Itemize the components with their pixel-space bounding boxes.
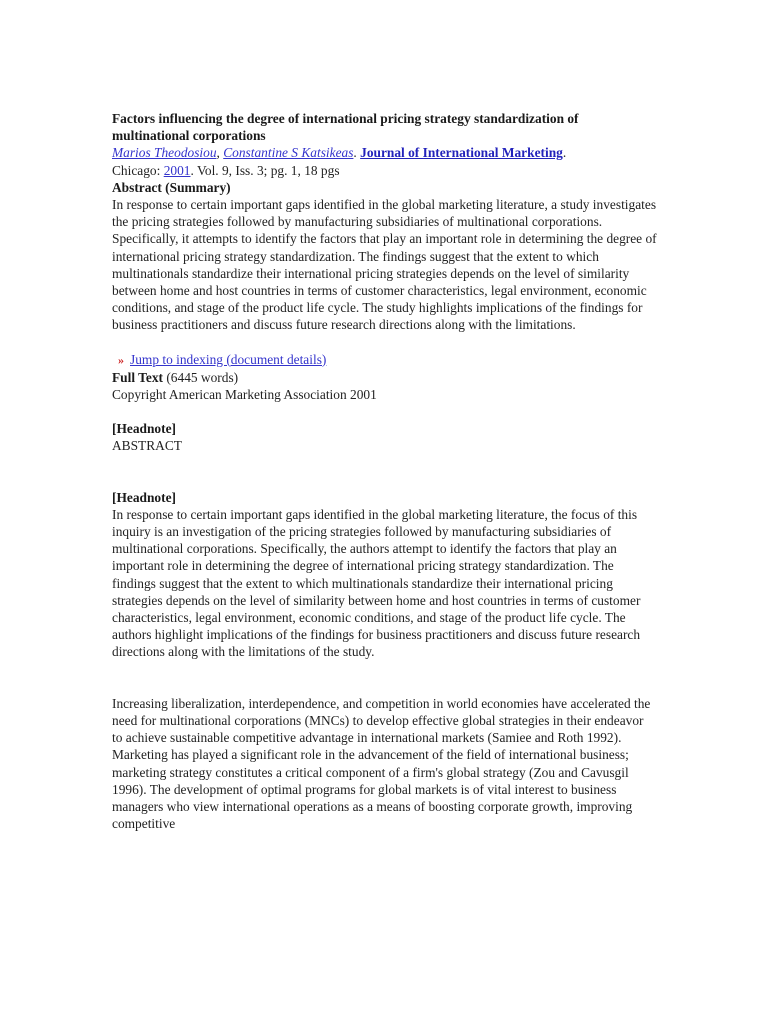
citation-line [112,162,657,179]
headnote-heading-1: [Headnote] [112,421,176,437]
jump-to-indexing [112,351,657,369]
headnote-text-2: In response to certain important gaps identified in the global marketing literature, the focus of this inquiry is an investigation of the pricing strategies followed by manufacturing subsidiaries of multinational corporations. Specifically, the authors attempt to identify the factors that play an important role in determining the degree of international pricing strategy standardization. The findings suggest that the extent to which multinationals standardize their international pricing strategies depends on the level of similarity between home and host countries in terms of customer characteristics, legal environment, economic conditions, and stage of the product life cycle. The authors highlight implications of the findings for business practitioners and discuss future research directions along with the limitations of the study. [112,506,641,660]
jump-to-indexing-link[interactable]: Jump to indexing (document details) [130,351,327,367]
headnote-text-1: ABSTRACT [112,438,182,454]
full-text-label: Full Text [112,369,163,385]
journal-trailing-period: . [562,145,567,161]
full-text-header [112,369,657,386]
headnote-heading-2: [Headnote] [112,489,176,505]
journal-link[interactable]: Journal of International Marketing [360,145,563,161]
author-separator: , [216,145,224,161]
spacer [112,661,657,695]
byline-separator: . [353,145,361,161]
article-page [112,110,657,832]
volume-issue-pages: . Vol. 9, Iss. 3; pg. 1, 18 pgs [190,162,340,178]
body-paragraph: Increasing liberalization, interdependence, and competition in world economies have accelerated the need for multinational corporations (MNCs) to develop effective global strategies in their endeavor to achieve sustainable competitive advantage in international markets (Samiee and Roth 1992). Marketing has played a significant role in the advancement of the field of international business; marketing strategy constitutes a critical component of a firm's global strategy (Zou and Cavusgil 1996). The development of optimal programs for global markets is of vital interest to business managers who view international operations as a means of boosting corporate growth, improving competitive [112,695,651,832]
double-chevron-right-icon: » [118,352,124,367]
year-link[interactable]: 2001 [163,162,191,178]
spacer [112,455,657,489]
spacer [112,403,657,420]
article-title: Factors influencing the degree of international pricing strategy standardization of multinational corporations [112,111,579,144]
copyright-notice: Copyright American Marketing Association 2001 [112,387,377,403]
author-link-katsikeas[interactable]: Constantine S Katsikeas [223,145,354,161]
publication-city: Chicago: [112,162,164,178]
word-count: (6445 words) [166,369,239,385]
byline [112,144,657,161]
abstract-summary-heading: Abstract (Summary) [112,179,231,195]
abstract-summary-text: In response to certain important gaps identified in the global marketing literature, a study investigates the pricing strategies followed by manufacturing subsidiaries of multinational corporations. Specifically, it attempts to identify the factors that play an important role in determining the degree of international pricing strategy standardization. The findings suggest that the extent to which multinationals standardize their international pricing strategies depends on the level of similarity between home and host countries in terms of customer characteristics, legal environment, economic conditions, and stage of the product life cycle. The study highlights implications of the findings for business practitioners and discuss future research directions along with the limitations. [112,197,657,333]
author-link-theodosiou[interactable]: Marios Theodosiou [112,145,217,161]
